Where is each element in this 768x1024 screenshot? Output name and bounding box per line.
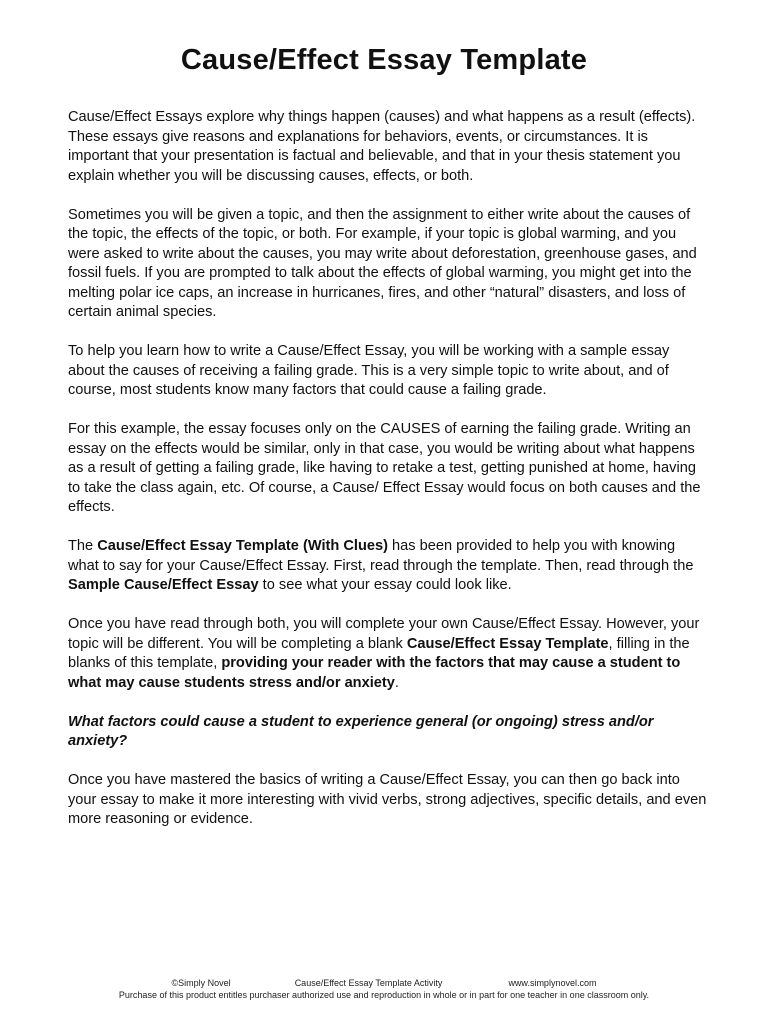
text-run: to see what your essay could look like. <box>258 577 512 593</box>
paragraph-mastery: Once you have mastered the basics of writing a Cause/Effect Essay, you can then go back into your essay to make it more interesting with vivid verbs, strong adjectives, specific details, and even more reasoning or evidence. <box>68 772 707 827</box>
bold-template-with-clues: Cause/Effect Essay Template (With Clues) <box>97 538 388 554</box>
paragraph-sample-essay: To help you learn how to write a Cause/Effect Essay, you will be working with a sample essay about the causes of receiving a failing grade. This is a very simple topic to write about, and of course, most students know many factors that could cause a failing grade. <box>68 343 670 398</box>
page-footer <box>0 977 768 1001</box>
text-run: . <box>394 674 399 691</box>
prompt-question: What factors could cause a student to experience general (or ongoing) stress and/or anxiety? <box>68 713 654 749</box>
paragraph-intro: Cause/Effect Essays explore why things happen (causes) and what happens as a result (effects). These essays give reasons and explanations for behaviors, events, or circumstances. It is important that your presentation is factual and believable, and that in your thesis statement you explain whether you will be discussing causes, effects, or both. <box>68 109 696 184</box>
footer-row <box>0 977 768 989</box>
paragraph-own-essay <box>68 615 708 693</box>
text-run: Once you have read through both, you will complete your own Cause/Effect Essay. However, your topic will be different. You will be completing a blank <box>68 616 700 652</box>
document-body <box>68 108 708 849</box>
bold-sample-essay: Sample Cause/Effect Essay <box>68 577 259 593</box>
paragraph-topic-example: Sometimes you will be given a topic, and then the assignment to either write about the causes of the topic, the effects of the topic, or both. For example, if your topic is global warming, and you were asked to write about the causes, you may write about deforestation, greenhouse gases, and fossil fuels. If you are prompted to talk about the effects of global warming, you might get into the melting polar ice caps, an increase in hurricanes, fires, and other “natural” disasters, and loss of certain animal species. <box>68 206 697 320</box>
paragraph-causes-focus: For this example, the essay focuses only on the CAUSES of earning the failing grade. Writing an essay on the effects would be similar, only in that case, you would be writing about what happens as a result of getting a failing grade, like having to retake a test, getting punished at home, having to take the class again, etc. Of course, a Cause/ Effect Essay would focus on both causes and the effects. <box>68 421 701 515</box>
bold-assignment-focus: providing your reader with the factors that may cause a student to what may cause students stress and/or anxiety <box>68 655 681 691</box>
footer-license: Purchase of this product entitles purchaser authorized use and reproduction in whole or in part for one teacher in one classroom only. <box>118 990 650 1000</box>
bold-essay-template: Cause/Effect Essay Template <box>406 635 609 652</box>
page-title: Cause/Effect Essay Template <box>180 44 588 76</box>
footer-activity: Cause/Effect Essay Template Activity <box>294 978 443 988</box>
footer-brand: ©Simply Novel <box>171 978 231 988</box>
text-run: The <box>68 538 98 554</box>
footer-website: www.simplynovel.com <box>508 978 597 988</box>
text-run: has been provided to help you with knowing what to say for your Cause/Effect Essay. First, read through the template. Then, read through the <box>68 538 694 574</box>
paragraph-template-clues <box>68 537 708 596</box>
text-run: , filling in the blanks of this template, <box>68 635 690 671</box>
